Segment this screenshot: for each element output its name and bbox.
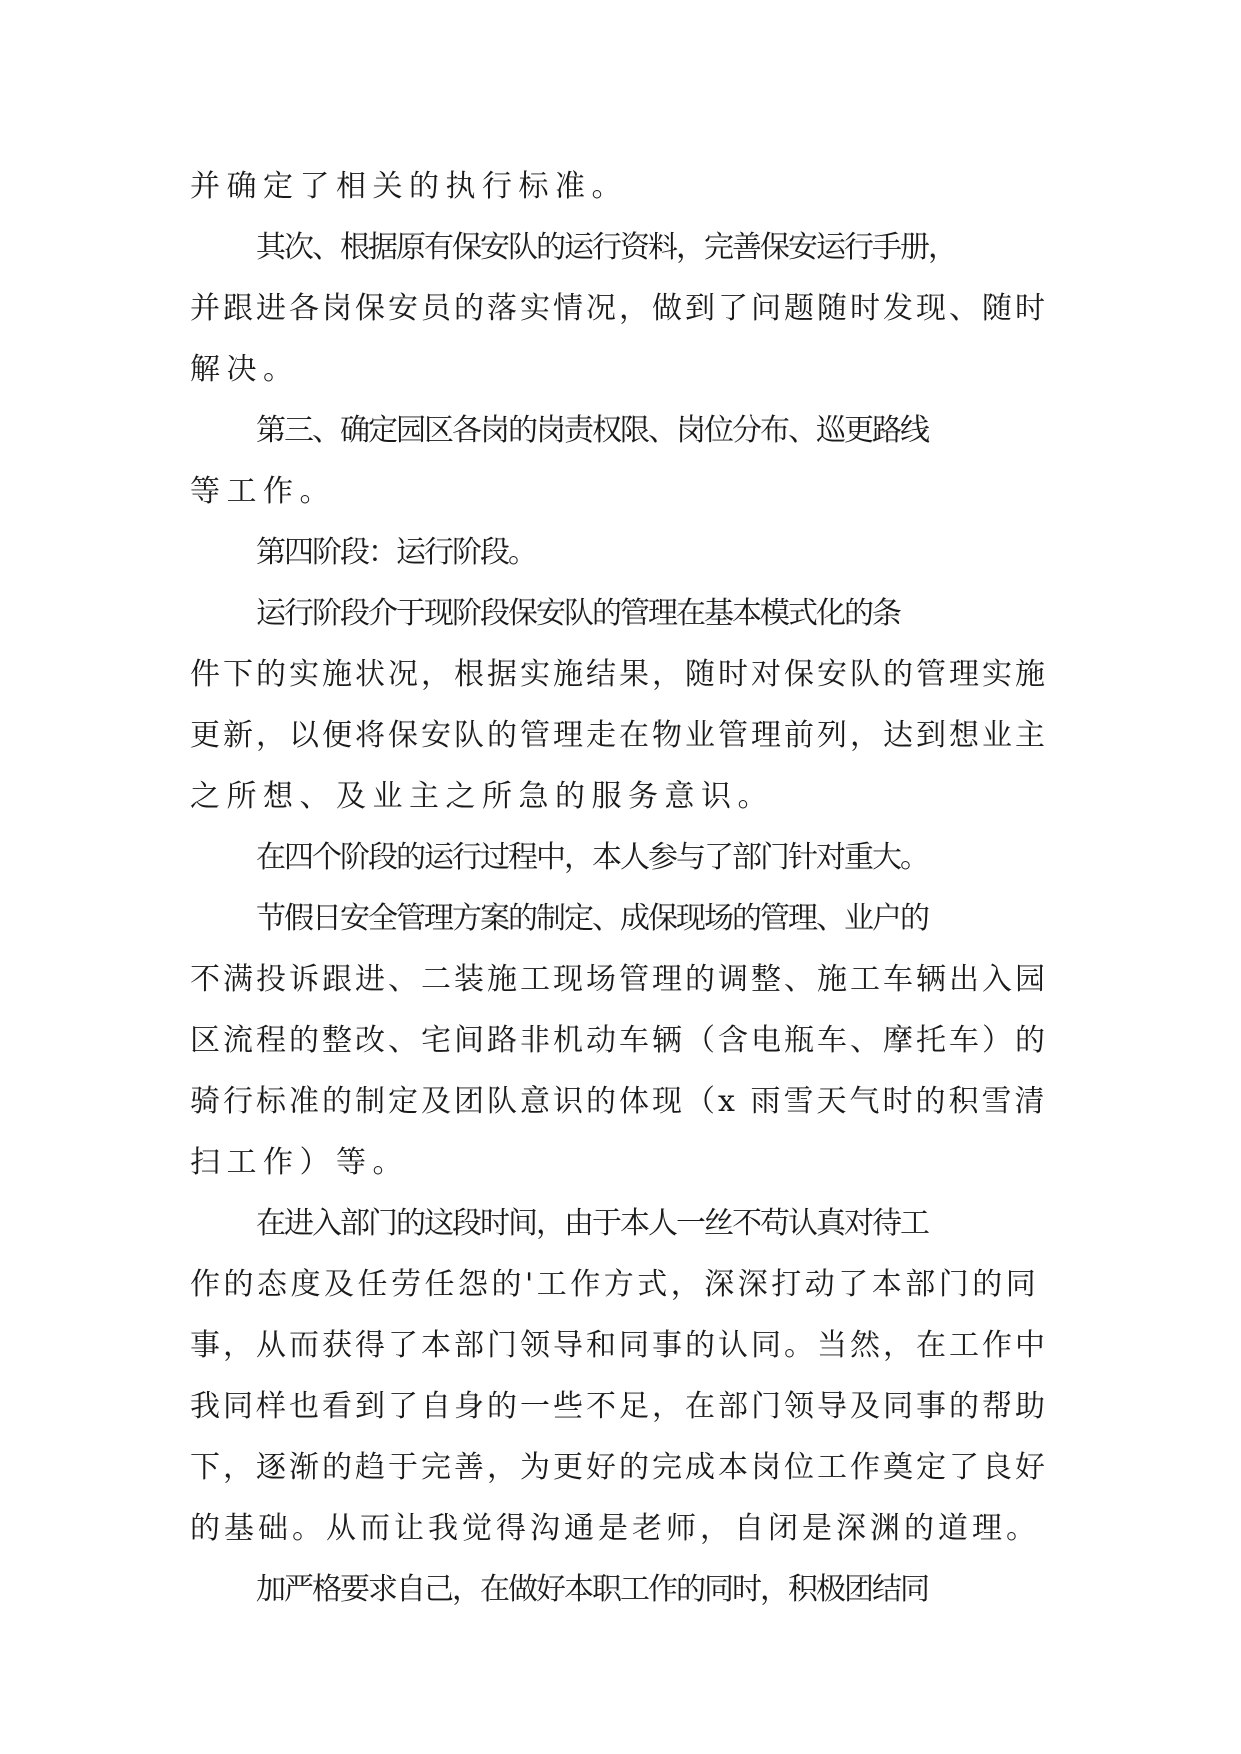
- text-line: 我同样也看到了自身的一些不足，在部门领导及同事的帮助: [190, 1389, 1048, 1424]
- text-line: 等工作。: [190, 474, 336, 509]
- text-line: 事，从而获得了本部门领导和同事的认同。当然，在工作中: [190, 1328, 1048, 1363]
- text-line: 在四个阶段的运行过程中，本人参与了部门针对重大。: [256, 840, 928, 875]
- text-line: 加严格要求自己，在做好本职工作的同时，积极团结同: [256, 1572, 928, 1607]
- text-line: 节假日安全管理方案的制定、成保现场的管理、业户的: [256, 901, 928, 936]
- text-line: 第四阶段：运行阶段。: [256, 535, 536, 570]
- text-line: 更新，以便将保安队的管理走在物业管理前列，达到想业主: [190, 718, 1048, 753]
- text-line: 并确定了相关的执行标准。: [190, 169, 628, 204]
- text-line: 的基础。从而让我觉得沟通是老师，自闭是深渊的道理。: [190, 1511, 1040, 1546]
- text-line: 区流程的整改、宅间路非机动车辆（含电瓶车、摩托车）的: [190, 1023, 1048, 1058]
- text-line: 骑行标准的制定及团队意识的体现（x 雨雪天气时的积雪清: [190, 1084, 1048, 1119]
- text-line: 并跟进各岗保安员的落实情况，做到了问题随时发现、随时: [190, 291, 1048, 326]
- text-line: 在进入部门的这段时间，由于本人一丝不苟认真对待工: [256, 1206, 928, 1241]
- text-line: 扫工作）等。: [190, 1145, 409, 1180]
- text-line: 第三、确定园区各岗的岗责权限、岗位分布、巡更路线: [256, 413, 928, 448]
- document-body: [190, 156, 1050, 1620]
- text-line: 不满投诉跟进、二装施工现场管理的调整、施工车辆出入园: [190, 962, 1048, 997]
- text-line: 解决。: [190, 352, 300, 387]
- text-line: 之所想、及业主之所急的服务意识。: [190, 779, 774, 814]
- text-line: 运行阶段介于现阶段保安队的管理在基本模式化的条: [256, 596, 900, 631]
- text-line: 下，逐渐的趋于完善，为更好的完成本岗位工作奠定了良好: [190, 1450, 1048, 1485]
- text-line: 件下的实施状况，根据实施结果，随时对保安队的管理实施: [190, 657, 1048, 692]
- text-line: 作的态度及任劳任怨的'工作方式，深深打动了本部门的同: [190, 1267, 1040, 1302]
- text-line: 其次、根据原有保安队的运行资料，完善保安运行手册，: [256, 230, 956, 265]
